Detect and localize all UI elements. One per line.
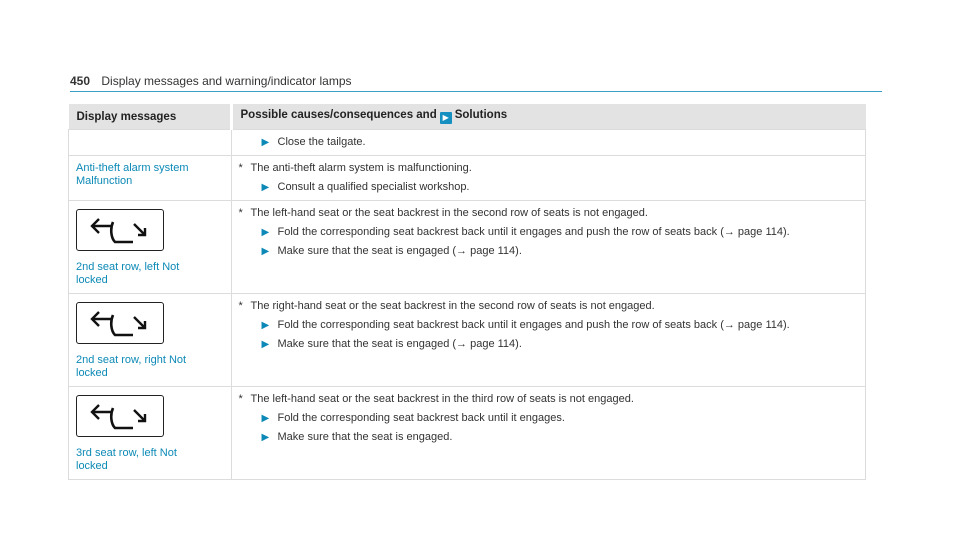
message-title: Anti-theft alarm system [76,162,189,174]
message-title: 3rd seat row, left Not [76,447,177,459]
step-text: Make sure that the seat is engaged (→ page 114). [277,245,522,257]
note-mark: * [238,162,243,174]
display-messages-table [68,104,866,480]
message-title: 2nd seat row, right Not [76,354,187,366]
solution-step [239,431,859,444]
col-header-solutions-text: Solutions [454,109,508,121]
note-mark: * [238,300,243,312]
cause-text [239,207,859,220]
solution-cell [231,156,866,201]
step-text: Fold the corresponding seat backrest back until it engages and push the row of seats back (→ page 114). [277,226,790,238]
table-header-row [69,104,866,130]
bullet-arrow-icon: ▶ [261,432,270,443]
cause-text [239,393,859,406]
step-text: Consult a qualified specialist workshop. [277,181,470,193]
solution-cell [231,201,866,294]
message-title: 2nd seat row, left Not [76,261,180,273]
solution-step [239,181,859,194]
bullet-arrow-icon: ▶ [261,339,270,350]
cause-text-content: The left-hand seat or the seat backrest in the third row of seats is not engaged. [250,393,634,405]
col-header-display-messages: Display messages [69,104,232,130]
solution-arrow-icon: ▶ [440,112,452,124]
page-title: Display messages and warning/indicator lamps [101,74,352,88]
bullet-arrow-icon: ▶ [261,182,270,193]
bullet-arrow-icon: ▶ [261,320,270,331]
seat-icon [76,302,164,344]
note-mark: * [238,393,243,405]
message-cell [69,130,232,156]
bullet-arrow-icon: ▶ [261,246,270,257]
step-text: Make sure that the seat is engaged. [277,431,453,443]
table-row [69,387,866,480]
note-mark: * [238,207,243,219]
cause-text [239,162,859,175]
col-header-causes-solutions [231,104,866,130]
message-cell [69,294,232,387]
solution-step [239,319,859,332]
table-row [69,294,866,387]
cause-text [239,300,859,313]
cause-text-content: The left-hand seat or the seat backrest in the second row of seats is not engaged. [250,207,648,219]
solution-step [239,412,859,425]
page-header [70,74,352,88]
seat-backrest-icon [89,214,151,246]
seat-icon [76,209,164,251]
cause-text-content: The right-hand seat or the seat backrest in the second row of seats is not engaged. [250,300,655,312]
message-title: locked [76,274,108,286]
message-cell [69,201,232,294]
solution-cell [231,130,866,156]
seat-backrest-icon [89,400,151,432]
step-text: Make sure that the seat is engaged (→ page 114). [277,338,522,350]
bullet-arrow-icon: ▶ [261,227,270,238]
solution-cell [231,294,866,387]
message-cell [69,387,232,480]
page-number: 450 [70,74,91,88]
seat-icon [76,395,164,437]
step-text: Close the tailgate. [277,136,366,148]
solution-step [239,245,859,258]
step-text: Fold the corresponding seat backrest back until it engages. [277,412,565,424]
col-header-causes-text: Possible causes/consequences and [240,109,437,121]
seat-backrest-icon [89,307,151,339]
solution-cell [231,387,866,480]
message-cell [69,156,232,201]
table-row [69,156,866,201]
solution-step [239,226,859,239]
bullet-arrow-icon: ▶ [261,413,270,424]
header-rule [70,91,882,92]
solution-step [239,136,859,149]
message-title: locked [76,460,108,472]
bullet-arrow-icon: ▶ [261,137,270,148]
step-text: Fold the corresponding seat backrest back until it engages and push the row of seats back (→ page 114). [277,319,790,331]
table-row [69,201,866,294]
cause-text-content: The anti-theft alarm system is malfunctioning. [250,162,472,174]
message-title: locked [76,367,108,379]
message-title: Malfunction [76,175,133,187]
solution-step [239,338,859,351]
table-row [69,130,866,156]
